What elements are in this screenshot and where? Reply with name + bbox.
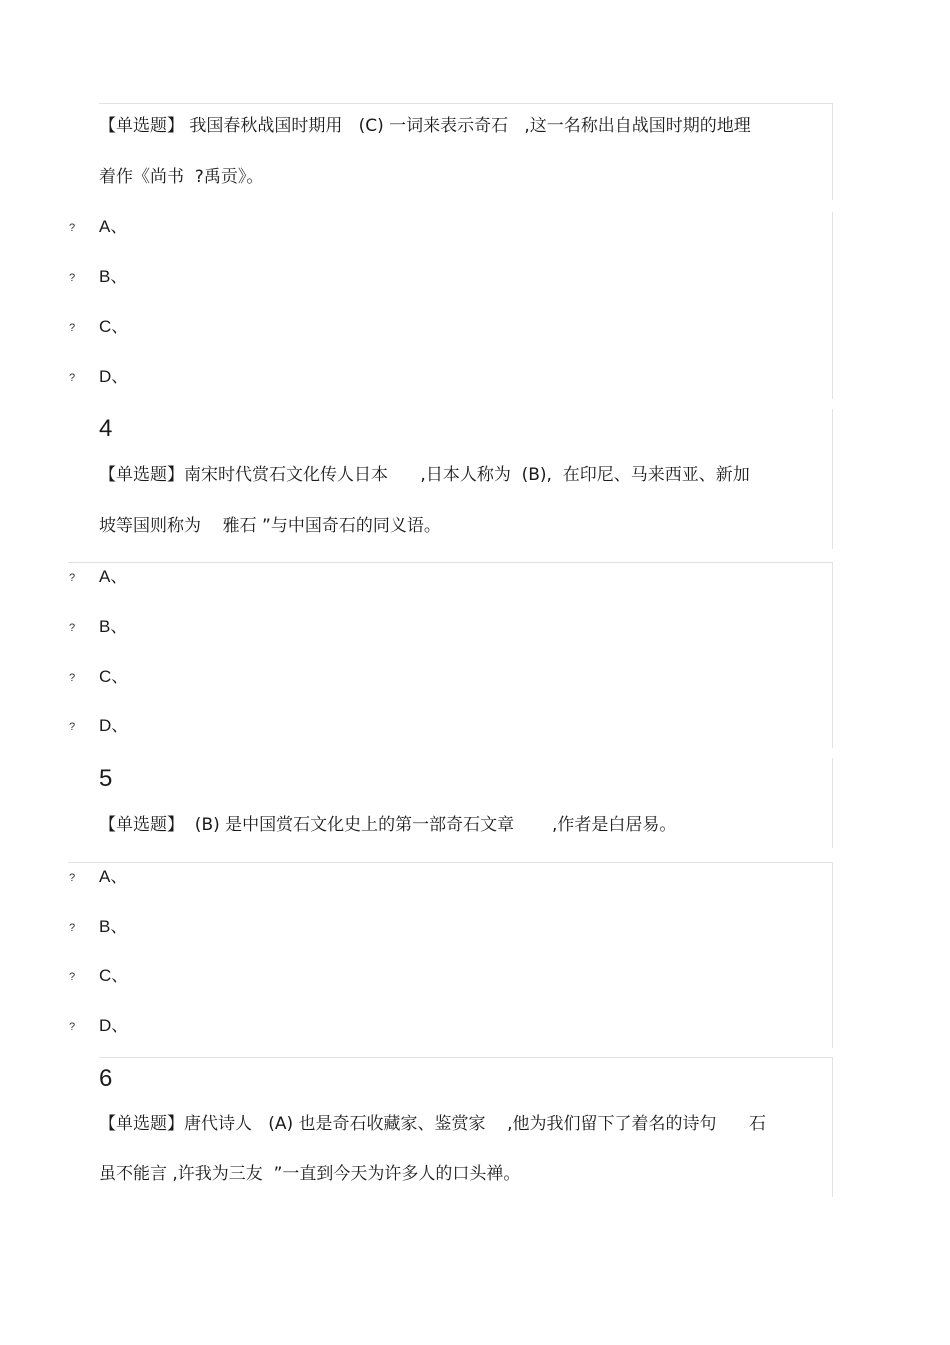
question-3-line-2: 着作《尚书 ?禹贡》。 — [99, 167, 264, 187]
question-3-option-a[interactable]: A、 — [99, 217, 128, 236]
question-3-option-b-radio-icon[interactable]: ? — [69, 272, 76, 284]
question-5-line-1: 【单选题】 (B) 是中国赏石文化史上的第一部奇石文章 ,作者是白居易。 — [99, 815, 677, 835]
q5-options-top-border — [68, 862, 832, 863]
question-5-option-b-radio-icon[interactable]: ? — [69, 922, 76, 934]
question-5-option-b[interactable]: B、 — [99, 917, 128, 936]
question-3-option-d[interactable]: D、 — [99, 367, 129, 386]
question-3-option-d-radio-icon[interactable]: ? — [69, 372, 76, 384]
q3-right-border — [832, 103, 833, 200]
q6-right-border — [832, 1057, 833, 1197]
q4-options-top-border — [68, 562, 832, 563]
question-5-option-c[interactable]: C、 — [99, 966, 129, 985]
question-4-option-a[interactable]: A、 — [99, 567, 128, 586]
q4-right-border — [832, 409, 833, 549]
question-5-option-c-radio-icon[interactable]: ? — [69, 971, 76, 983]
q3-top-border — [99, 103, 832, 104]
question-5-option-a-radio-icon[interactable]: ? — [69, 872, 76, 884]
q5-right-border — [832, 758, 833, 848]
question-4-number: 4 — [99, 415, 113, 442]
question-5-number: 5 — [99, 765, 113, 792]
question-6-line-2: 虽不能言 ,许我为三友 ”一直到今天为许多人的口头禅。 — [99, 1164, 521, 1184]
question-5-option-d-radio-icon[interactable]: ? — [69, 1021, 76, 1033]
question-5-option-d[interactable]: D、 — [99, 1016, 129, 1035]
q6-top-border — [99, 1057, 832, 1058]
question-3-option-b[interactable]: B、 — [99, 267, 128, 286]
question-3-line-1: 【单选题】 我国春秋战国时期用 (C) 一词来表示奇石 ,这一名称出自战国时期的地理 — [99, 116, 751, 136]
question-6-line-1: 【单选题】唐代诗人 (A) 也是奇石收藏家、鉴赏家 ,他为我们留下了着名的诗句 石 — [99, 1114, 766, 1134]
question-4-option-d[interactable]: D、 — [99, 716, 129, 735]
question-6-number: 6 — [99, 1065, 113, 1092]
question-5-option-a[interactable]: A、 — [99, 867, 128, 886]
question-4-option-c-radio-icon[interactable]: ? — [69, 672, 76, 684]
question-3-option-c-radio-icon[interactable]: ? — [69, 322, 76, 334]
question-4-option-d-radio-icon[interactable]: ? — [69, 721, 76, 733]
question-4-line-2: 坡等国则称为 雅石 ”与中国奇石的同义语。 — [99, 516, 441, 536]
question-4-option-c[interactable]: C、 — [99, 667, 129, 686]
question-3-option-a-radio-icon[interactable]: ? — [69, 222, 76, 234]
question-4-line-1: 【单选题】南宋时代赏石文化传人日本 ,日本人称为 (B), 在印尼、马来西亚、新加 — [99, 465, 750, 485]
question-4-option-a-radio-icon[interactable]: ? — [69, 572, 76, 584]
q3-options-border — [832, 212, 833, 399]
q5-options-border — [832, 862, 833, 1048]
question-3-option-c[interactable]: C、 — [99, 317, 129, 336]
question-4-option-b-radio-icon[interactable]: ? — [69, 622, 76, 634]
question-4-option-b[interactable]: B、 — [99, 617, 128, 636]
q4-options-border — [832, 562, 833, 748]
